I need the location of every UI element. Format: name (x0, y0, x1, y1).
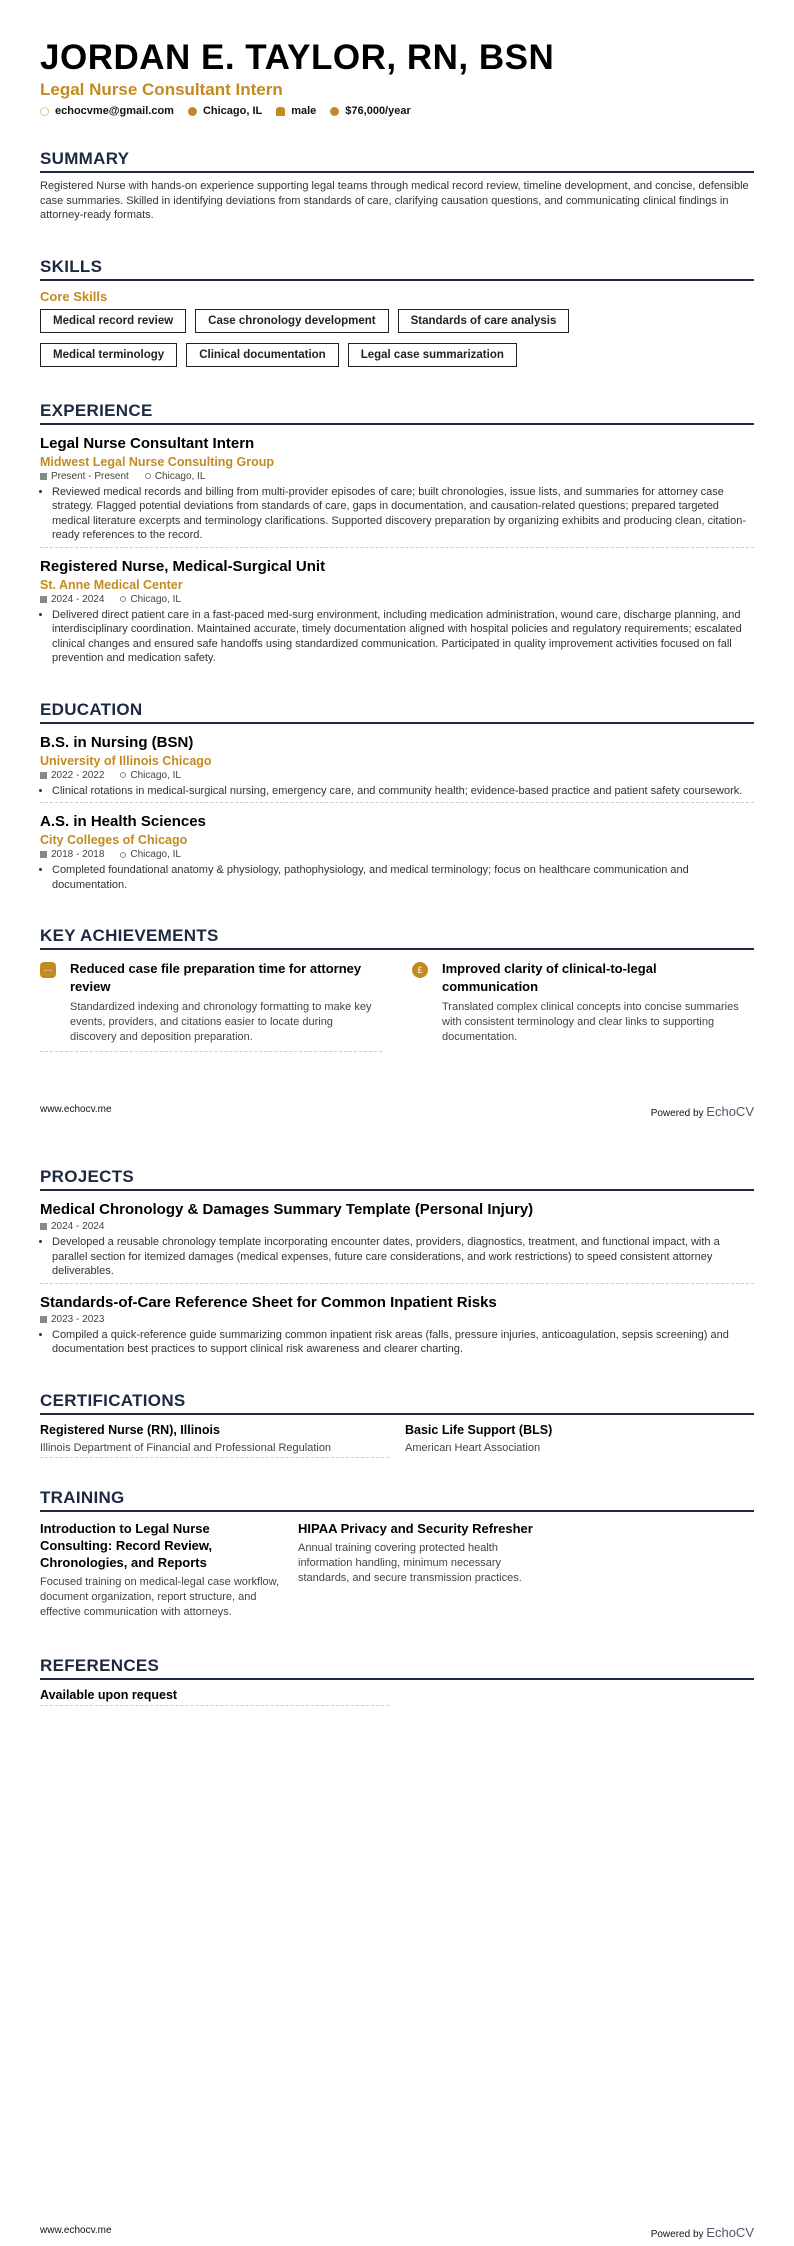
cert-title: Basic Life Support (BLS) (405, 1422, 553, 1437)
brand-logo[interactable]: EchoCV (706, 2225, 754, 2240)
page-footer (40, 2225, 754, 2240)
bullet: • Delivered direct patient care in a fast-paced med-surg environment, including medication administration, wound care, discharge planning, and interdisciplinary coordination. Maintained accurate, timely documentation aligned with hospital policies and regulatory requirements; escalated clinical changes and ensured safe handoffs using standardized communication. Participated in quality improvement activities focused on fall prevention and medication safety. (52, 608, 754, 666)
project-item (40, 1201, 754, 1284)
achievement-item (40, 960, 382, 1052)
role-title: Registered Nurse, Medical-Surgical Unit (40, 557, 326, 575)
cert-title: Registered Nurse (RN), Illinois (40, 1422, 220, 1437)
achievement-text: Standardized indexing and chronology formatting to make key events, providers, and citations easier to locate during discovery and deposition preparation. (70, 1001, 372, 1043)
certification-item (405, 1423, 754, 1458)
certification-item (40, 1423, 389, 1458)
dates: 2024 - 2024 (51, 1221, 105, 1232)
skill-group-title: Core Skills (40, 288, 108, 304)
calendar-icon (40, 596, 47, 603)
training-title: HIPAA Privacy and Security Refresher (298, 1520, 533, 1536)
person-icon (276, 107, 285, 116)
gender: male (291, 105, 317, 117)
contact-row (40, 105, 754, 117)
cert-issuer: American Heart Association (405, 1441, 541, 1454)
skill-chip: Clinical documentation (186, 343, 339, 367)
location-icon (120, 596, 126, 602)
education-item (40, 813, 754, 896)
school: City Colleges of Chicago (40, 833, 188, 847)
location-icon (120, 772, 126, 778)
education-section (40, 700, 754, 897)
skill-chip: Case chronology development (195, 309, 388, 333)
location: Chicago, IL (154, 470, 206, 482)
school: University of Illinois Chicago (40, 753, 212, 768)
degree: A.S. in Health Sciences (40, 813, 206, 830)
skill-chip: Standards of care analysis (398, 309, 570, 333)
calendar-icon (40, 473, 47, 480)
dates: 2024 - 2024 (51, 593, 105, 605)
calendar-icon (40, 1223, 47, 1230)
location-icon (145, 473, 151, 479)
training-text: Focused training on medical-legal case workflow, document organization, report structure, and effective communication with attorneys. (40, 1575, 280, 1618)
section-heading: PROJECTS (40, 1167, 754, 1191)
summary-section (40, 149, 754, 223)
brand-logo[interactable]: EchoCV (706, 1104, 754, 1119)
footer-site-link[interactable]: www.echocv.me (40, 2225, 112, 2236)
dates: 2018 - 2018 (51, 849, 105, 860)
section-heading: REFERENCES (40, 1656, 754, 1680)
location: Chicago, IL (202, 105, 263, 117)
experience-section (40, 401, 754, 670)
bullet: • Reviewed medical records and billing from multi-provider episodes of care; built chronologies, issue lists, and summaries for attorney case strategy. Flagged potential deviations from standards of care, gaps in documentation, and causation-related questions; prepared targeted medical literature excerpts and terminology clarifications. Supported discovery preparation by organizing exhibits and producing clean, citation-ready references to the record. (52, 485, 754, 543)
projects-section (40, 1123, 754, 1361)
candidate-name: JORDAN E. TAYLOR, RN, BSN (40, 38, 555, 77)
location-icon (188, 107, 197, 116)
powered-by: Powered by (650, 2229, 704, 2240)
bullet: • Compiled a quick-reference guide summarizing common inpatient risk areas (falls, pressure injuries, anticoagulation, sepsis screening) and documentation best practices to support clinical risk awareness and clearer charting. (52, 1328, 754, 1357)
skill-chip: Legal case summarization (348, 343, 517, 367)
achievement-title: Reduced case file preparation time for attorney review (70, 961, 362, 994)
training-title: Introduction to Legal Nurse Consulting: Record Review, Chronologies, and Reports (40, 1520, 213, 1570)
job-title: Legal Nurse Consultant Intern (40, 80, 283, 99)
dates: Present - Present (51, 470, 129, 482)
pound-coin-icon: £ (412, 962, 428, 978)
project-item (40, 1294, 754, 1361)
dates: 2022 - 2022 (51, 769, 105, 781)
section-heading: SUMMARY (40, 149, 754, 173)
section-heading: EXPERIENCE (40, 401, 754, 425)
bullet: • Clinical rotations in medical-surgical nursing, emergency care, and community health; evidence-based practice and patient safety coursework. (52, 784, 754, 799)
achievements-section (40, 926, 754, 1052)
references-section (40, 1656, 754, 1706)
summary-text: Registered Nurse with hands-on experience supporting legal teams through medical record review, timeline development, and concise, defensible case summaries. Skilled in identifying deviations from standards of care, clarifying causation questions, and communicating clinical findings in attorney-ready formats. (40, 180, 749, 221)
company: Midwest Legal Nurse Consulting Group (40, 454, 275, 469)
certifications-section (40, 1391, 754, 1458)
section-heading: CERTIFICATIONS (40, 1391, 754, 1415)
bullet: • Completed foundational anatomy & physiology, pathophysiology, and medical terminology; focus on healthcare communication and documentation. (52, 863, 754, 892)
references-text: Available upon request (40, 1687, 178, 1702)
location-icon (120, 852, 126, 858)
location: Chicago, IL (130, 593, 181, 605)
achievement-item (412, 960, 754, 1052)
skill-chip: Medical record review (40, 309, 186, 333)
degree: B.S. in Nursing (BSN) (40, 733, 194, 751)
role-title: Legal Nurse Consultant Intern (40, 434, 255, 452)
project-title: Medical Chronology & Damages Summary Template (Personal Injury) (40, 1201, 534, 1218)
calendar-icon (40, 851, 47, 858)
bullet: • Developed a reusable chronology template incorporating encounter dates, providers, diagnostics, treatment, and functional impact, with a parallel section for itemized damages (medical expenses, future care considerations, and work restrictions) to speed consistent attorney deliverables. (52, 1235, 754, 1279)
achievement-text: Translated complex clinical concepts into concise summaries with consistent terminology and clear links to supporting documentation. (442, 1001, 739, 1043)
calendar-icon (40, 772, 47, 779)
training-section (40, 1488, 754, 1620)
chat-bubble-icon: ··· (40, 962, 56, 978)
training-item (40, 1520, 283, 1620)
page-2 (0, 1123, 794, 2246)
skill-chip: Medical terminology (40, 343, 177, 367)
training-item (298, 1520, 541, 1620)
experience-item (40, 558, 754, 670)
location: Chicago, IL (130, 849, 181, 860)
email-icon (40, 107, 49, 116)
money-icon (330, 107, 339, 116)
powered-by: Powered by (650, 1108, 704, 1119)
footer-site-link[interactable]: www.echocv.me (40, 1104, 112, 1115)
company: St. Anne Medical Center (40, 577, 183, 592)
section-heading: KEY ACHIEVEMENTS (40, 926, 754, 950)
project-title: Standards-of-Care Reference Sheet for Common Inpatient Risks (40, 1293, 497, 1311)
location: Chicago, IL (130, 769, 181, 781)
page-footer (40, 1104, 754, 1119)
email[interactable]: echocvme@gmail.com (55, 105, 174, 117)
education-item (40, 734, 754, 804)
skills-section (40, 257, 754, 367)
experience-item (40, 435, 754, 548)
cert-issuer: Illinois Department of Financial and Professional Regulation (40, 1441, 332, 1454)
section-heading: SKILLS (40, 257, 754, 281)
salary: $76,000/year (345, 105, 411, 117)
section-heading: TRAINING (40, 1488, 754, 1512)
calendar-icon (40, 1316, 47, 1323)
dates: 2023 - 2023 (51, 1313, 105, 1325)
section-heading: EDUCATION (40, 700, 754, 724)
achievement-title: Improved clarity of clinical-to-legal communication (442, 961, 657, 994)
training-text: Annual training covering protected health information handling, minimum necessary standards, and secure transmission practices. (298, 1541, 522, 1584)
